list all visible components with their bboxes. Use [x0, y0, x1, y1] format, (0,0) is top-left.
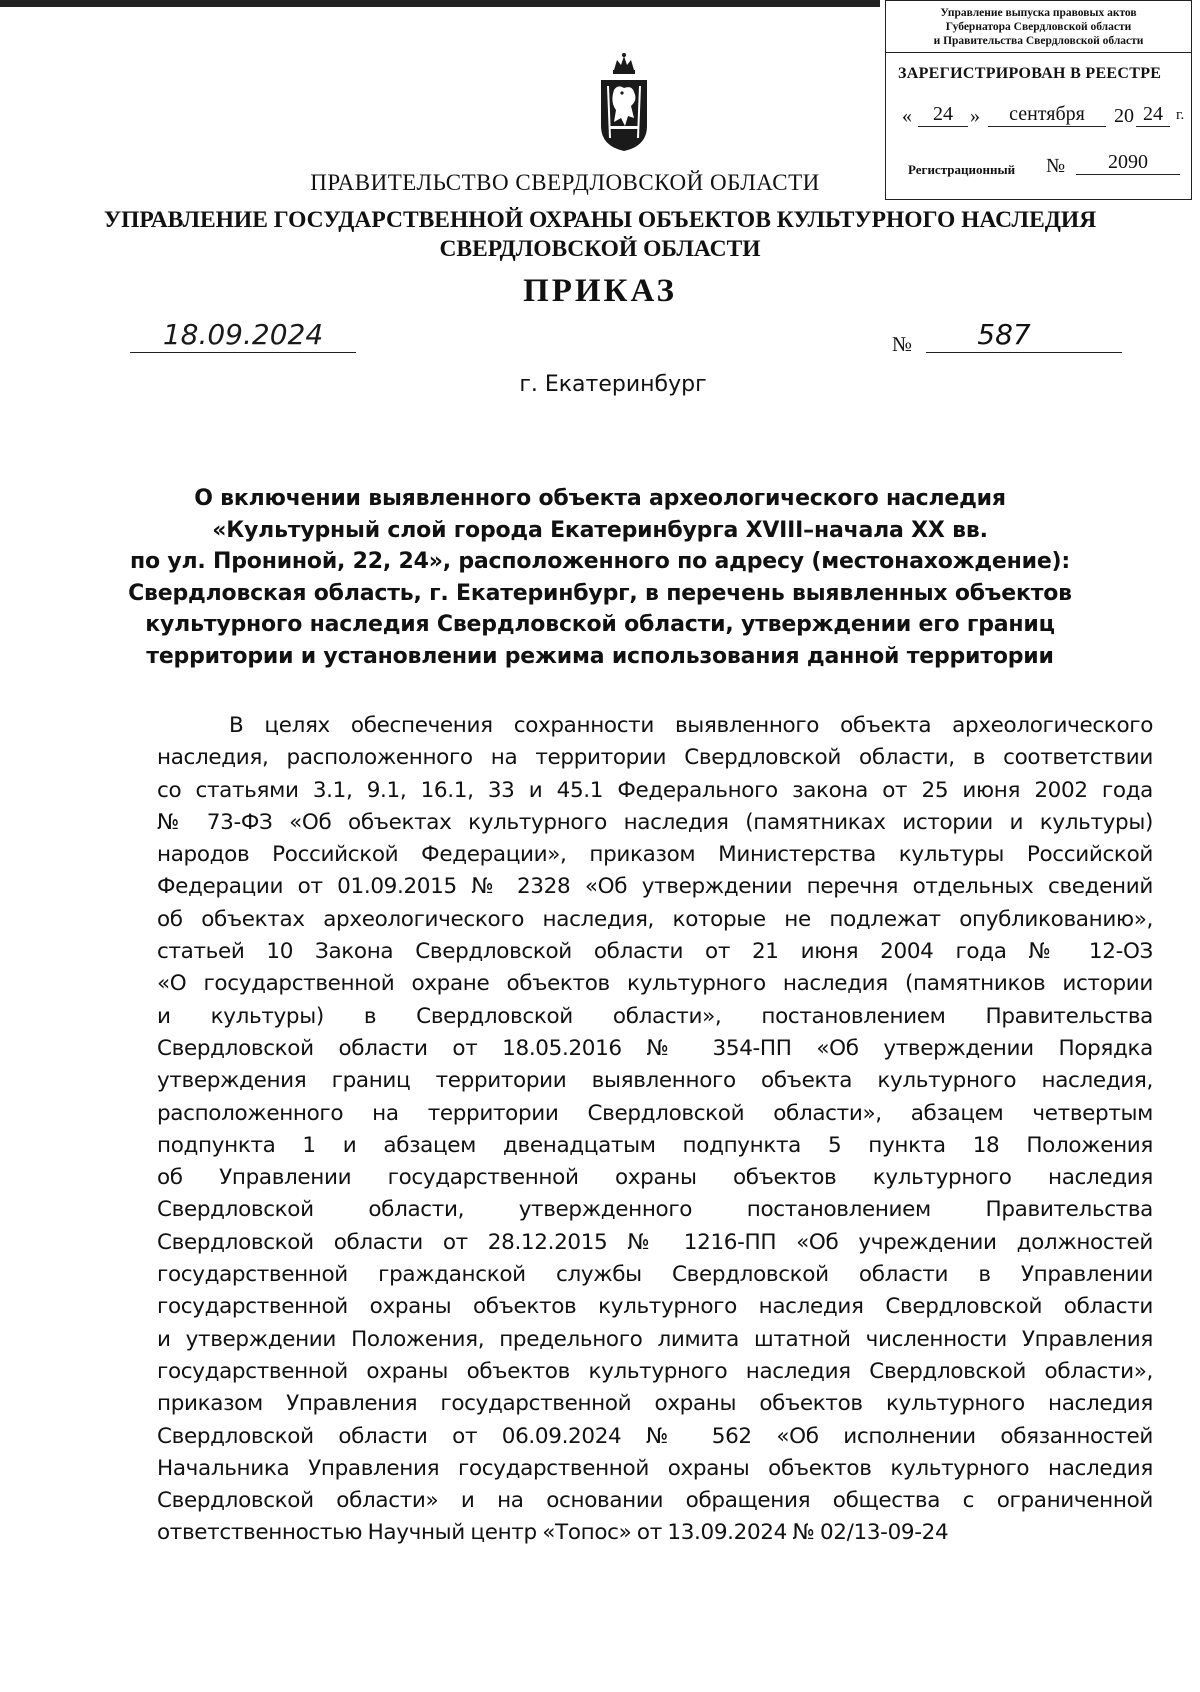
body-line: ответственностью Научный центр «Топос» от 13.09.2024 № 02/13-09-24 — [157, 1520, 949, 1546]
department-line: СВЕРДЛОВСКОЙ ОБЛАСТИ — [439, 236, 761, 262]
body-line: В целях обеспечения сохранности выявленного объекта археологического — [229, 713, 1153, 738]
body-line: и культуры) в Свердловской области», постановлением Правительства — [157, 1003, 1153, 1029]
body-paragraph — [157, 710, 1153, 1550]
body-line: государственной охраны объектов культурного наследия Свердловской области — [157, 1294, 1153, 1320]
body-line: утверждения границ территории выявленного объекта культурного наследия, — [157, 1068, 1153, 1094]
stamp-year-suffix: 24 — [1136, 103, 1170, 127]
stamp-registered-label: ЗАРЕГИСТРИРОВАН В РЕЕСТРЕ — [898, 65, 1162, 82]
stamp-date — [896, 103, 1186, 131]
body-line: Свердловской области от 18.05.2016 № 354-ПП «Об утверждении Порядка — [157, 1035, 1153, 1061]
government-name: ПРАВИТЕЛЬСТВО СВЕРДЛОВСКОЙ ОБЛАСТИ — [310, 170, 820, 195]
stamp-day: 24 — [918, 103, 968, 127]
body-line: наследия, расположенного на территории Свердловской области, в соответствии — [157, 745, 1153, 771]
stamp-reg-number: 2090 — [1076, 151, 1180, 175]
body-line: и утверждении Положения, предельного лимита штатной численности Управления — [157, 1326, 1153, 1352]
stamp-header-line: Губернатора Свердловской области — [945, 21, 1132, 33]
body-line: Начальника Управления государственной охраны объектов культурного наследия — [157, 1455, 1153, 1481]
body-line: государственной гражданской службы Свердловской области в Управлении — [157, 1262, 1153, 1288]
body-line: Свердловской области, утвержденного постановлением Правительства — [157, 1197, 1153, 1223]
subject-line: территории и установлении режима использования данной территории — [146, 643, 1054, 669]
body-line: об объектах археологического наследия, которые не подлежат опубликованию», — [157, 906, 1153, 932]
subject-line: Свердловская область, г. Екатеринбург, в перечень выявленных объектов — [128, 580, 1072, 606]
top-scan-rule — [0, 0, 880, 7]
subject-line: О включении выявленного объекта археологического наследия — [194, 486, 1006, 511]
stamp-header — [886, 1, 1191, 53]
stamp-header-line: и Правительства Свердловской области — [933, 35, 1144, 47]
body-line: народов Российской Федерации», приказом Министерства культуры Российской — [157, 842, 1153, 868]
stamp-reg-label: Регистрационный — [908, 162, 1016, 177]
stamp-year-abbr: г. — [1176, 107, 1185, 123]
order-number: 587 — [926, 318, 1122, 353]
body-line: со статьями 3.1, 9.1, 16.1, 33 и 45.1 Федерального закона от 25 июня 2002 года — [157, 777, 1153, 803]
body-line: Федерации от 01.09.2015 № 2328 «Об утверждении перечня отдельных сведений — [157, 874, 1153, 900]
body-line: Свердловской области от 28.12.2015 № 1216-ПП «Об учреждении должностей — [157, 1229, 1153, 1255]
order-number-label: № — [892, 332, 913, 356]
department-line: УПРАВЛЕНИЕ ГОСУДАРСТВЕННОЙ ОХРАНЫ ОБЪЕКТОВ КУЛЬТУРНОГО НАСЛЕДИЯ — [103, 207, 1097, 233]
order-date: 18.09.2024 — [130, 318, 356, 353]
subject-line: «Культурный слой города Екатеринбурга XVIII–начала XX вв. — [212, 517, 988, 543]
stamp-close-quote: » — [970, 105, 980, 127]
body-line: приказом Управления государственной охраны объектов культурного наследия — [157, 1391, 1153, 1417]
body-line: Свердловской области» и на основании обращения общества с ограниченной — [157, 1488, 1153, 1514]
body-line: «О государственной охране объектов культурного наследия (памятников истории — [157, 971, 1153, 997]
document-type: ПРИКАЗ — [523, 273, 677, 309]
body-line: подпункта 1 и абзацем двенадцатым подпункта 5 пункта 18 Положения — [157, 1132, 1153, 1158]
department-name — [0, 206, 1200, 264]
stamp-header-line: Управление выпуска правовых актов — [940, 7, 1137, 19]
body-line: статьей 10 Закона Свердловской области от 21 июня 2004 года № 12-ОЗ — [157, 939, 1153, 965]
body-line: расположенного на территории Свердловской области», абзацем четвертым — [157, 1100, 1153, 1126]
subject-line: по ул. Прониной, 22, 24», расположенного по адресу (местонахождение): — [129, 549, 1070, 574]
coat-of-arms-icon — [598, 52, 650, 152]
body-line: государственной охраны объектов культурного наследия Свердловской области», — [157, 1358, 1153, 1384]
body-line: об Управлении государственной охраны объектов культурного наследия — [157, 1165, 1153, 1191]
stamp-month: сентября — [988, 103, 1106, 127]
body-line: № 73-ФЗ «Об объектах культурного наследия (памятниках истории и культуры) — [157, 809, 1153, 835]
stamp-year-prefix: 20 — [1114, 105, 1134, 127]
stamp-open-quote: « — [902, 105, 912, 127]
order-subject — [0, 483, 1200, 672]
subject-line: культурного наследия Свердловской области, утверждении его границ — [145, 612, 1055, 637]
city: г. Екатеринбург — [519, 372, 707, 397]
body-line: Свердловской области от 06.09.2024 № 562 «Об исполнении обязанностей — [157, 1423, 1153, 1449]
stamp-reg-no-sign: № — [1046, 155, 1066, 177]
